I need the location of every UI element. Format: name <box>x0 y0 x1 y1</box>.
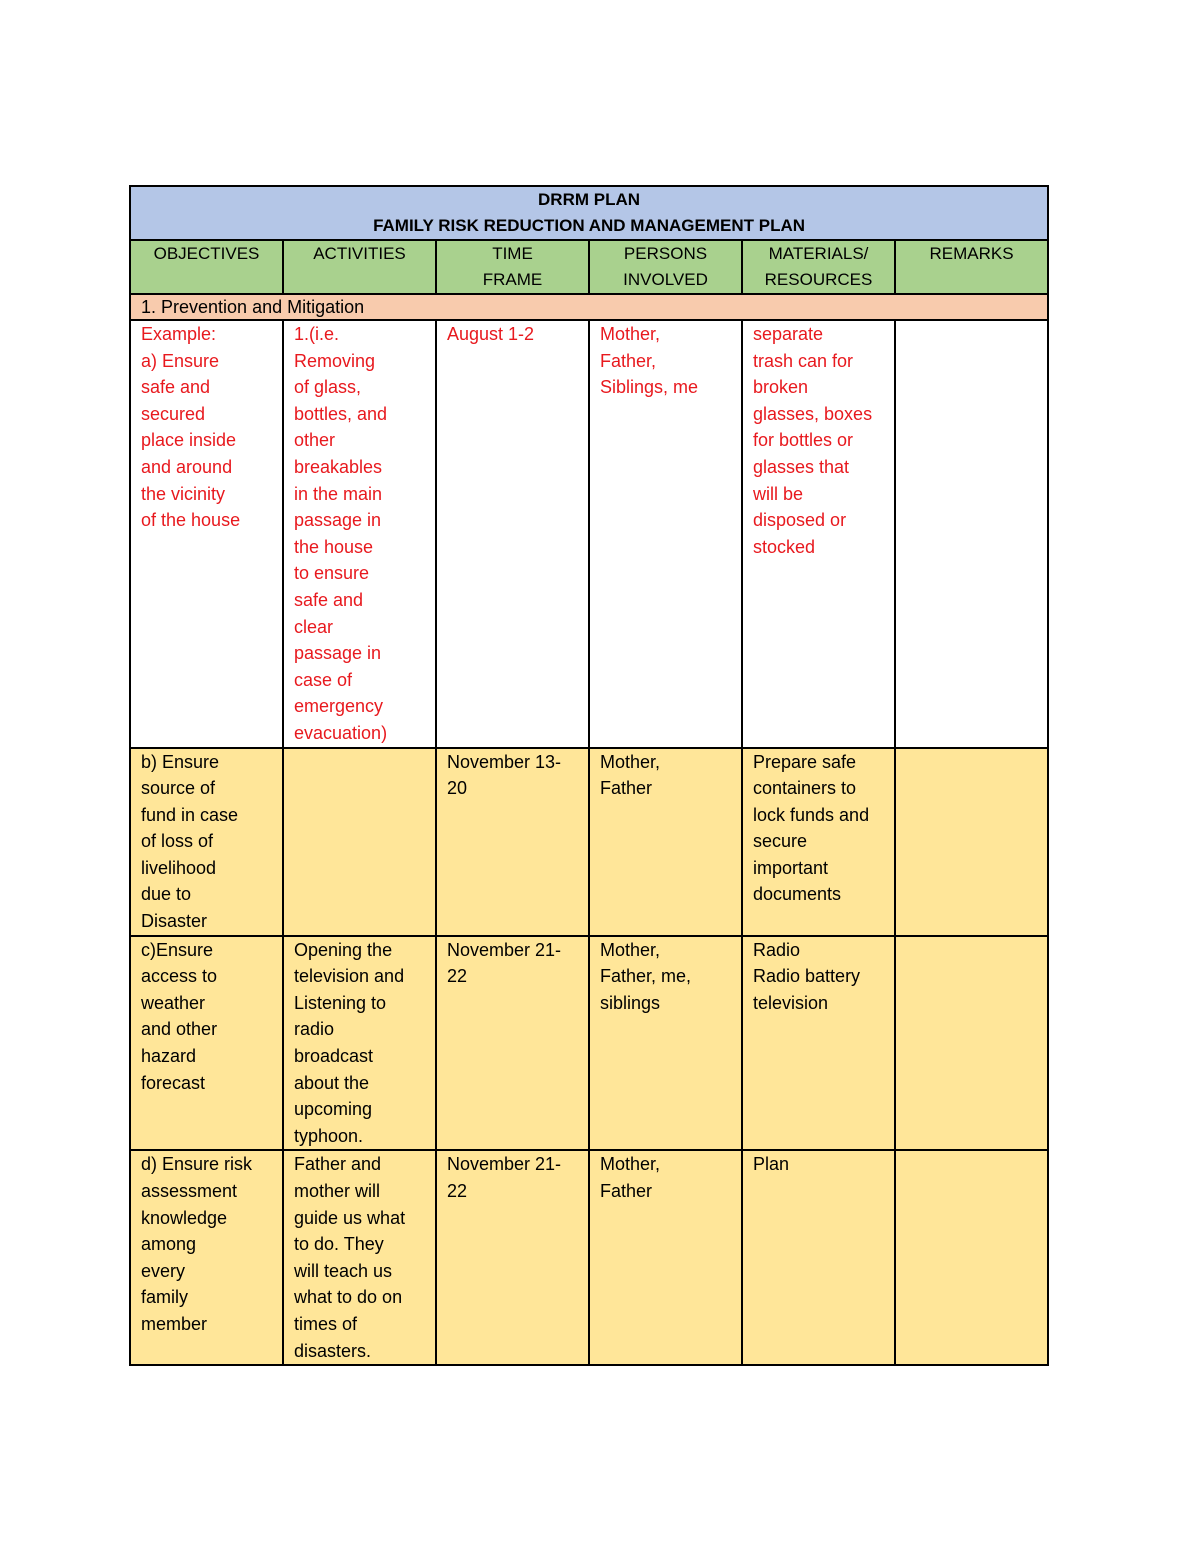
header-row <box>130 240 1048 294</box>
materials-cell: Prepare safe containers to lock funds and secure important documents <box>742 748 895 936</box>
objective-cell: c)Ensure access to weather and other hazard forecast <box>130 936 283 1151</box>
remarks-cell <box>895 748 1048 936</box>
table-title <box>130 186 1048 240</box>
table-row <box>130 1150 1048 1365</box>
time-frame-cell: August 1-2 <box>436 320 589 748</box>
objective-cell: Example: a) Ensure safe and secured place inside and around the vicinity of the house <box>130 320 283 748</box>
header-persons-involved: PERSONS INVOLVED <box>589 240 742 294</box>
section-row <box>130 294 1048 320</box>
remarks-cell <box>895 320 1048 748</box>
time-frame-cell: November 13- 20 <box>436 748 589 936</box>
objective-cell: b) Ensure source of fund in case of loss of livelihood due to Disaster <box>130 748 283 936</box>
header-materials-resources: MATERIALS/ RESOURCES <box>742 240 895 294</box>
title-row <box>130 186 1048 240</box>
persons-cell: Mother, Father, me, siblings <box>589 936 742 1151</box>
remarks-cell <box>895 936 1048 1151</box>
activity-cell: Opening the television and Listening to radio broadcast about the upcoming typhoon. <box>283 936 436 1151</box>
objective-cell: d) Ensure risk assessment knowledge among every family member <box>130 1150 283 1365</box>
table-row <box>130 320 1048 748</box>
activity-cell <box>283 748 436 936</box>
persons-cell: Mother, Father <box>589 1150 742 1365</box>
header-activities: ACTIVITIES <box>283 240 436 294</box>
title-line-2: FAMILY RISK REDUCTION AND MANAGEMENT PLAN <box>373 216 806 235</box>
table-row <box>130 936 1048 1151</box>
header-remarks: REMARKS <box>895 240 1048 294</box>
section-title: 1. Prevention and Mitigation <box>130 294 1048 320</box>
activity-cell: 1.(i.e. Removing of glass, bottles, and other breakables in the main passage in the house to ensure safe and clear passage in case of emergency evacuation) <box>283 320 436 748</box>
materials-cell: separate trash can for broken glasses, boxes for bottles or glasses that will be disposed or stocked <box>742 320 895 748</box>
materials-cell: Plan <box>742 1150 895 1365</box>
persons-cell: Mother, Father <box>589 748 742 936</box>
header-time-frame: TIME FRAME <box>436 240 589 294</box>
materials-cell: Radio Radio battery television <box>742 936 895 1151</box>
drrm-plan-table <box>129 185 1049 1366</box>
header-objectives: OBJECTIVES <box>130 240 283 294</box>
time-frame-cell: November 21- 22 <box>436 936 589 1151</box>
table-row <box>130 748 1048 936</box>
title-line-1: DRRM PLAN <box>538 190 641 209</box>
time-frame-cell: November 21- 22 <box>436 1150 589 1365</box>
remarks-cell <box>895 1150 1048 1365</box>
persons-cell: Mother, Father, Siblings, me <box>589 320 742 748</box>
activity-cell: Father and mother will guide us what to do. They will teach us what to do on times of disasters. <box>283 1150 436 1365</box>
